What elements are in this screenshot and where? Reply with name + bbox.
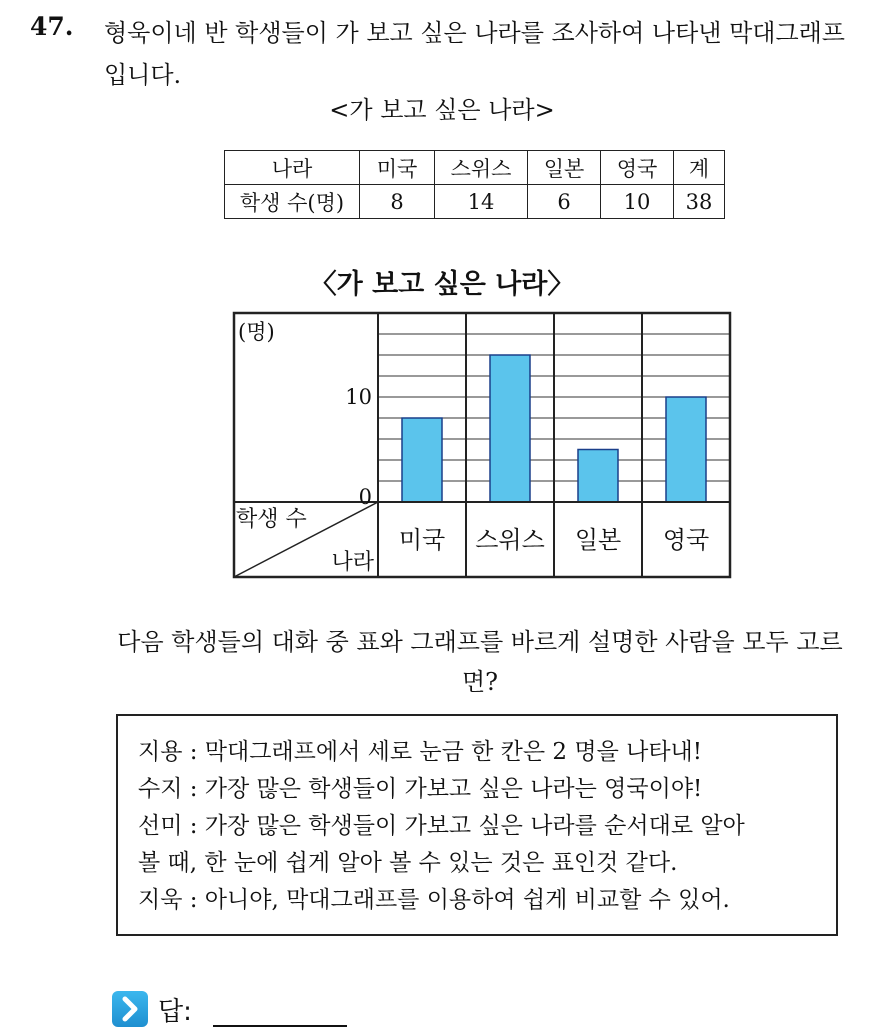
table-cell: 10 (601, 185, 674, 219)
category-label: 미국 (398, 526, 446, 554)
table-header-cell: 일본 (528, 151, 601, 185)
table-header-cell: 미국 (360, 151, 435, 185)
table-header-cell: 나라 (225, 151, 360, 185)
dialog-line: 선미 : 가장 많은 학생들이 가보고 싶은 나라를 순서대로 알아 (138, 813, 745, 839)
tick-label: 10 (345, 385, 372, 409)
dialog-line: 볼 때, 한 눈에 쉽게 알아 볼 수 있는 것은 표인것 같다. (138, 850, 678, 876)
table-header-cell: 영국 (601, 151, 674, 185)
dialog-box (116, 714, 838, 936)
table-cell: 학생 수(명) (225, 185, 360, 219)
question-prompt: 다음 학생들의 대화 중 표와 그래프를 바르게 설명한 사람을 모두 고르면? (117, 628, 843, 696)
bar (402, 418, 442, 502)
dialog-line: 수지 : 가장 많은 학생들이 가보고 싶은 나라는 영국이야! (138, 776, 703, 802)
table-cell: 14 (435, 185, 528, 219)
corner-label-top: 학생 수 (236, 507, 307, 532)
answer-label: 답: (158, 997, 192, 1027)
chevron-right-icon (112, 991, 148, 1027)
unit-label: (명) (238, 320, 275, 344)
table-cell: 38 (674, 185, 725, 219)
tick-label: 0 (358, 485, 372, 509)
dialog-line: 지욱 : 아니야, 막대그래프를 이용하여 쉽게 비교할 수 있어. (138, 887, 730, 913)
data-table (224, 150, 725, 219)
corner-label-bottom: 나라 (331, 550, 374, 575)
bar (666, 397, 706, 502)
bar-chart (232, 311, 732, 581)
table-cell: 8 (360, 185, 435, 219)
category-label: 영국 (662, 526, 710, 554)
dialog-line: 지용 : 막대그래프에서 세로 눈금 한 칸은 2 명을 나타내! (138, 739, 703, 765)
question-text: 형욱이네 반 학생들이 가 보고 싶은 나라를 조사하여 나타낸 막대그래프입니다. (104, 19, 845, 89)
answer-blank[interactable] (213, 1025, 347, 1027)
category-label: 일본 (574, 526, 622, 554)
table-cell: 6 (528, 185, 601, 219)
table-header-cell: 계 (674, 151, 725, 185)
question-number: 47. (30, 12, 74, 41)
bar (578, 450, 618, 503)
chart-title: 〈가 보고 싶은 나라〉 (309, 269, 575, 300)
table-title: <가 보고 싶은 나라> (329, 96, 555, 124)
bar (490, 355, 530, 502)
table-header-cell: 스위스 (435, 151, 528, 185)
category-label: 스위스 (475, 526, 545, 554)
table-row (225, 185, 725, 219)
table-header-row (225, 151, 725, 185)
